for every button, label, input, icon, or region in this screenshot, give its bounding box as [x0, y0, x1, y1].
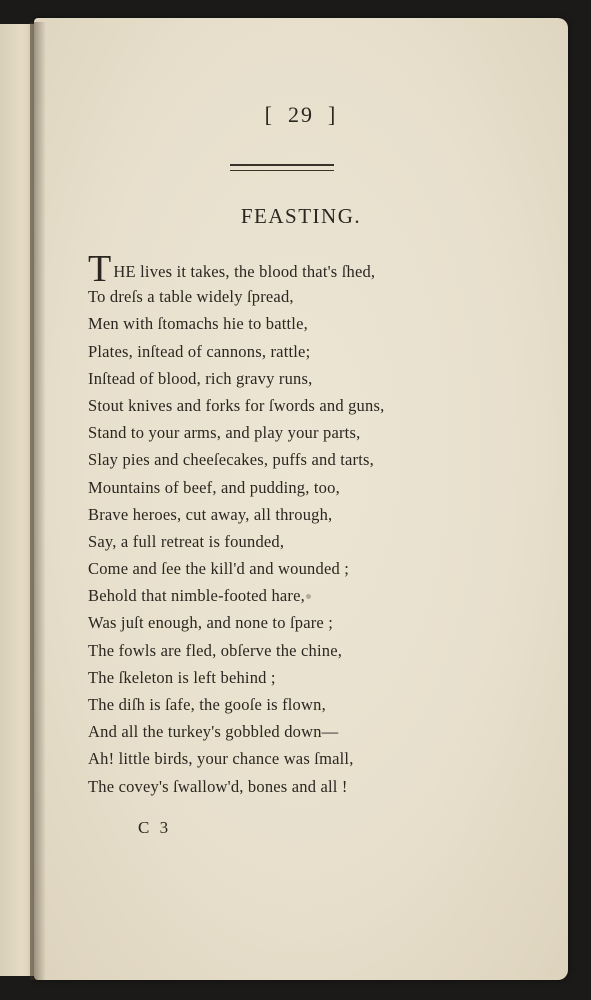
poem-line: Mountains of beef, and pudding, too, [88, 477, 340, 497]
drop-cap: T [88, 248, 112, 290]
poem-line: The covey's ſwallow'd, bones and all ! [88, 776, 348, 796]
poem-line: The fowls are fled, obſerve the chine, [88, 640, 343, 660]
bracket-right: ] [328, 102, 338, 127]
signature-mark: C 3 [138, 818, 172, 837]
poem-line: Stout knives and forks for ſwords and guns, [88, 395, 385, 415]
poem-line: And all the turkey's gobbled down— [88, 722, 339, 742]
poem-line-1 [88, 248, 548, 290]
page-number-header [34, 102, 568, 128]
poem-line: Stand to your arms, and play your parts, [88, 423, 361, 443]
double-rule-bottom [230, 170, 334, 171]
page-number: 29 [288, 102, 314, 127]
poem-line: Plates, inſtead of cannons, rattle; [88, 341, 311, 361]
poem-line: Behold that nimble-footed hare, [88, 586, 305, 606]
gutter-shadow [30, 22, 46, 980]
book-page [34, 18, 568, 980]
poem-title: FEASTING. [240, 204, 362, 228]
poem-line: Men with ſtomachs hie to battle, [88, 314, 308, 334]
poem-body [88, 248, 548, 800]
poem-line: To dreſs a table widely ſpread, [88, 287, 294, 307]
paper-stain [306, 594, 311, 599]
poem-line: Slay pies and cheeſecakes, puffs and tarts, [88, 450, 374, 470]
poem-line: Come and ſee the kill'd and wounded ; [88, 559, 350, 579]
first-line-text: HE lives it takes, the blood that's ſhed, [113, 262, 376, 281]
poem-line: Inſtead of blood, rich gravy runs, [88, 368, 313, 388]
poem-line: Ah! little birds, your chance was ſmall, [88, 749, 354, 769]
bracket-left: [ [264, 102, 274, 127]
poem-line: The diſh is ſafe, the gooſe is flown, [88, 695, 326, 714]
poem-line: Say, a full retreat is founded, [88, 531, 285, 551]
poem-line: The ſkeleton is left behind ; [88, 667, 276, 687]
double-rule-top [230, 164, 334, 166]
poem-line: Brave heroes, cut away, all through, [88, 504, 333, 524]
poem-line: Was juſt enough, and none to ſpare ; [88, 613, 334, 633]
